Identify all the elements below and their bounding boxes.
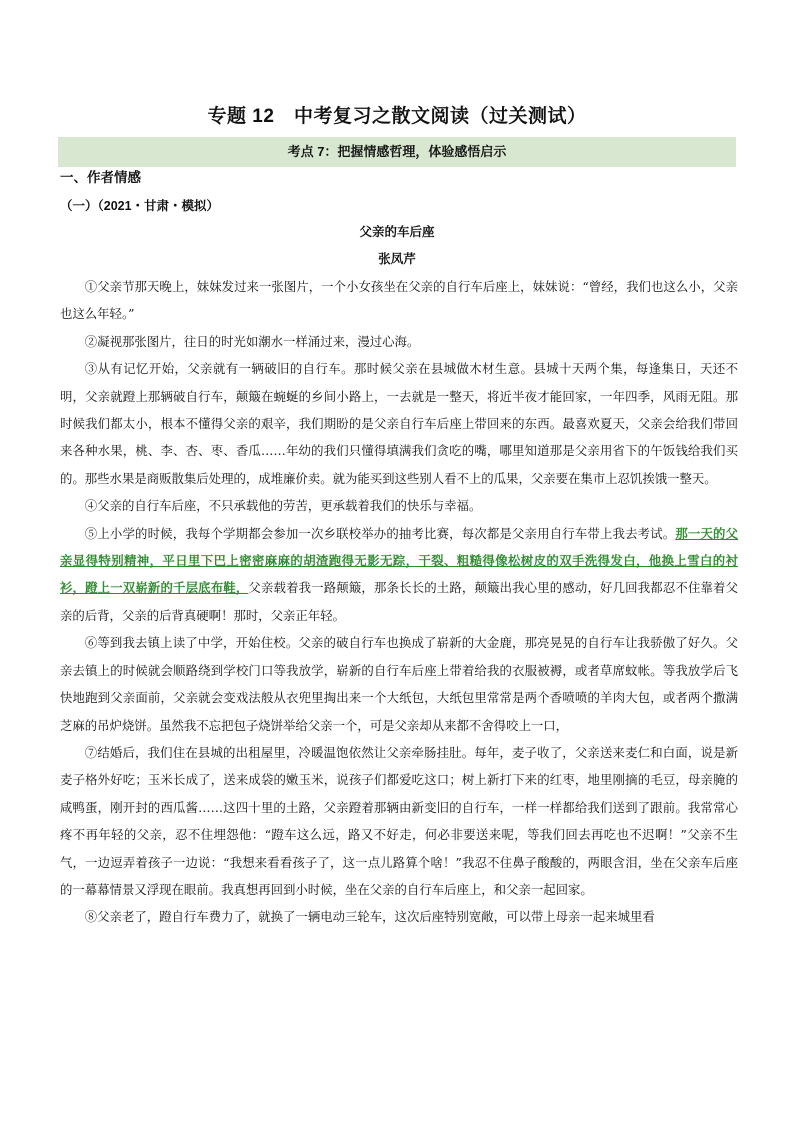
paragraph-3: ③从有记忆开始，父亲就有一辆破旧的自行车。那时候父亲在县城做木材生意。县城十天两个集，每逢集日，天还不明，父亲就蹬上那辆破自行车，颠簸在蜿蜒的乡间小路上，一去就是一整天，将近半夜才能回家，一年四季，风雨无阻。那时候我们都太小，根本不懂得父亲的艰辛，我们期盼的是父亲自行车后座上带回来的东西。最喜欢夏天，父亲会给我们带回来各种水果，桃、李、杏、枣、香瓜……年幼的我们只懂得填满我们贪吃的嘴，哪里知道那是父亲用省下的午饭钱给我们买的。那些水果是商贩散集后处理的，成堆廉价卖。就为能买到这些别人看不上的瓜果，父亲要在集市上忍饥挨饿一整天。: [60, 361, 738, 486]
paragraph-5: [60, 520, 738, 630]
article-author: 张凤芹: [378, 251, 416, 266]
paragraph-2: ②凝视那张图片，往日的时光如潮水一样涌过来，漫过心海。: [84, 333, 420, 349]
topic-band-label: 考点 7：把握情感哲理，体验感悟启示: [287, 144, 507, 159]
paragraph-4: ④父亲的自行车后座，不只承载他的劳苦，更承载着我们的快乐与幸福。: [84, 498, 482, 514]
paragraph-8: ⑧父亲老了，蹬自行车费力了，就换了一辆电动三轮车，这次后座特别宽敞，可以带上母亲一起来城里看: [84, 909, 655, 925]
topic-band: [58, 137, 736, 167]
paragraph-7: ⑦结婚后，我们住在县城的出租屋里，冷暖温饱依然让父亲牵肠挂肚。每年，麦子收了，父亲送来麦仁和白面，说是新麦子格外好吃；玉米长成了，送来成袋的嫩玉米，说孩子们都爱吃这口；树上新打下来的红枣，地里刚摘的毛豆，母亲腌的咸鸭蛋，刚开封的西瓜酱……这四十里的土路，父亲蹬着那辆由新变旧的自行车，一样一样都给我们送到了跟前。我常常心疼不再年轻的父亲，忍不住埋怨他：“蹬车这么远，路又不好走，何必非要送来呢，等我们回去再吃也不迟啊！”父亲不生气，一边逗弄着孩子一边说：“我想来看看孩子了，这一点儿路算个啥！”我忍不住鼻子酸酸的，两眼含泪，坐在父亲车后座的一幕幕情景又浮现在眼前。我真想再回到小时候，坐在父亲的自行车后座上，和父亲一起回家。: [60, 744, 738, 897]
page-title: 专题 12 中考复习之散文阅读（过关测试）: [207, 106, 587, 127]
paragraph-6: ⑥等到我去镇上读了中学，开始住校。父亲的破自行车也换成了崭新的大金鹿，那亮晃晃的自行车让我骄傲了好久。父亲去镇上的时候就会顺路绕到学校门口等我放学，崭新的自行车后座上带着给我的衣服被褥，或者草席蚊帐。等我放学后飞快地跑到父亲面前，父亲就会变戏法般从衣兜里掏出来一个大纸包，大纸包里常常是两个香喷喷的羊肉大包，或者两个撒满芝麻的吊炉烧饼。虽然我不忘把包子烧饼举给父亲一个，可是父亲却从来都不舍得咬上一口，: [60, 635, 738, 733]
article-body: [60, 273, 738, 931]
paragraph-5-text: ⑤上小学的时候，我每个学期都会参加一次乡联校举办的抽考比赛，每次都是父亲用自行车带上我去考试。: [84, 525, 676, 541]
subsection-heading: （一）（2021・甘肃・模拟）: [60, 199, 220, 213]
article-title: 父亲的车后座: [359, 224, 435, 239]
paragraph-5-rest: 父亲载着我一路颠簸，那条长长的土路，颠簸出我心里的感动，好几回我都忍不住靠着父亲的后背，父亲的后背真硬啊！那时，父亲正年轻。: [60, 580, 739, 623]
section-heading: 一、作者情感: [60, 170, 141, 185]
paragraph-1: ①父亲节那天晚上，妹妹发过来一张图片，一个小女孩坐在父亲的自行车后座上，妹妹说：“曾经，我们也这么小，父亲也这么年轻。”: [60, 279, 738, 322]
highlighted-sentence: 那一天的父亲显得特别精神，平日里下巴上密密麻麻的胡渣跑得无影无踪，干裂、粗糙得像松树皮的双手洗得发白，他换上雪白的衬衫，蹬上一双崭新的千层底布鞋，: [60, 525, 739, 596]
